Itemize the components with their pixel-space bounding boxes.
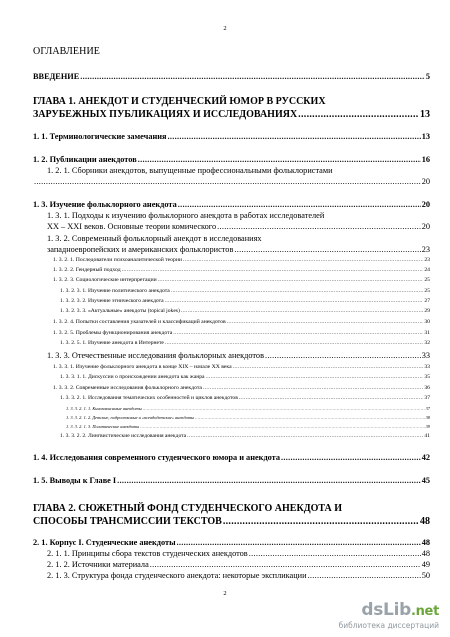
dslib-logo xyxy=(361,600,439,620)
table-of-contents xyxy=(33,0,430,590)
toc-entry-1-3-2-5-1[interactable]: 1. 3. 2. 5. 1. Изучение анекдота в Интернете ..... 32 xyxy=(60,340,430,347)
toc-entry-1-3-2[interactable]: 1. 3. 2. Современный фольклорный анекдот в исследованиях западноевропейских и американских фольклористов ..... 23 xyxy=(47,233,430,255)
toc-entry-1-3-2-5[interactable]: 1. 3. 2. 5. Проблемы функционирования анекдота ..... 31 xyxy=(53,330,430,337)
toc-entry-1-3-2-1[interactable]: 1. 3. 2. 1. Последователи психоаналитической теории ..... 23 xyxy=(53,257,430,264)
dslib-watermark xyxy=(338,600,445,633)
toc-entry-2-1[interactable]: 2. 1. Корпус I. Студенческие анекдоты ..... 48 xyxy=(33,537,430,548)
toc-entry-2-1-3[interactable]: 2. 1. 3. Структура фонда студенческого анекдота: некоторые экспликации ..... 50 xyxy=(47,570,430,581)
toc-entry-1-3-3-2-1-1[interactable]: 1. 3. 3. 2. 1. 1. Кинозависимые анекдоты ..... 37 xyxy=(66,406,430,411)
toc-entry-1-3-3-2-2[interactable]: 1. 3. 3. 2. 2. Лингвистические исследования анекдота ..... 41 xyxy=(60,433,430,440)
toc-entry-1-3-2-3-1[interactable]: 1. 3. 2. 3. 1. Изучение политического анекдота ..... 25 xyxy=(60,288,430,295)
toc-entry-1-3-3-2-1-3[interactable]: 1. 3. 3. 2. 1. 3. Политические анекдоты ..... 39 xyxy=(66,424,430,429)
toc-entry-1-3-3-1-1[interactable]: 1. 3. 3. 1. 1. Дискуссии о происхождении анекдота как жанра ..... 35 xyxy=(60,374,430,381)
toc-entry-chapter-1[interactable]: ГЛАВА 1. АНЕКДОТ И СТУДЕНЧЕСКИЙ ЮМОР В РУССКИХ ЗАРУБЕЖНЫХ ПУБЛИКАЦИЯХ И ИССЛЕДОВАНИЯХ ..... 13 xyxy=(33,96,430,121)
toc-entry-1-2[interactable]: 1. 2. Публикации анекдотов ..... 16 xyxy=(33,154,430,165)
toc-entry-1-3-2-3-3[interactable]: 1. 3. 2. 3. 3. «Актуальные» анекдоты (topical jokes) ..... 29 xyxy=(60,308,430,315)
toc-entry-1-3-2-3[interactable]: 1. 3. 2. 3. Социологические интерпретации ..... 25 xyxy=(53,277,430,284)
page-number-top: 2 xyxy=(223,25,227,32)
toc-entry-1-3[interactable]: 1. 3. Изучение фольклорного анекдота ..... 20 xyxy=(33,199,430,210)
toc-entry-1-3-3-2[interactable]: 1. 3. 3. 2. Современные исследования фольклорного анекдота ..... 36 xyxy=(53,385,430,392)
toc-entry-1-3-3-2-1-2[interactable]: 1. 3. 3. 2. 1. 2. Детские, подростковые и «псевдодетские» анекдоты ..... 38 xyxy=(66,415,430,420)
toc-entry-1-3-3-2-1[interactable]: 1. 3. 3. 2. 1. Исследования тематических особенностей и циклов анекдотов ..... 37 xyxy=(60,395,430,402)
toc-entry-1-3-2-2[interactable]: 1. 3. 2. 2. Гендерный подход ..... 24 xyxy=(53,267,430,274)
toc-entry-1-2-1[interactable]: 1. 2. 1. Сборники анекдотов, выпущенные профессиональными фольклористами ..... 20 xyxy=(47,165,430,187)
toc-heading: ОГЛАВЛЕНИЕ xyxy=(33,46,100,57)
toc-entry-1-3-3[interactable]: 1. 3. 3. Отечественные исследования фольклорных анекдотов ..... 33 xyxy=(47,350,430,361)
toc-entry-1-3-2-4[interactable]: 1. 3. 2. 4. Попытки составления указателей и классификаций анекдотов ..... 30 xyxy=(53,319,430,326)
toc-entry-chapter-2[interactable]: ГЛАВА 2. СЮЖЕТНЫЙ ФОНД СТУДЕНЧЕСКОГО АНЕКДОТА И СПОСОБЫ ТРАНСМИССИИ ТЕКСТОВ ..... 48 xyxy=(33,503,430,528)
watermark-subtitle: библиотека диссертаций xyxy=(338,621,439,630)
toc-entry-1-1[interactable]: 1. 1. Терминологические замечания ..... 13 xyxy=(33,131,430,142)
logo-tail: .net xyxy=(410,604,439,619)
page-number-bottom: 2 xyxy=(223,590,227,597)
toc-entry-1-4[interactable]: 1. 4. Исследования современного студенческого юмора и анекдота ..... 42 xyxy=(33,452,430,463)
toc-entry-2-1-2[interactable]: 2. 1. 2. Источники материала ..... 49 xyxy=(47,559,430,570)
toc-entry-introduction[interactable]: ВВЕДЕНИЕ ..... 5 xyxy=(33,71,430,82)
toc-entry-1-3-3-1[interactable]: 1. 3. 3. 1. Изучение фольклорного анекдота в конце XIX – начале XX века ..... 33 xyxy=(53,364,430,371)
toc-entry-2-1-1[interactable]: 2. 1. 1. Принципы сбора текстов студенческих анекдотов ..... 48 xyxy=(47,548,430,559)
logo-text: dsLib xyxy=(361,600,411,620)
toc-entry-1-3-1[interactable]: 1. 3. 1. Подходы к изучению фольклорного анекдота в работах исследователей XX – XXI веков. Основные теории комического ..... 20 xyxy=(47,210,430,232)
toc-entry-1-5[interactable]: 1. 5. Выводы к Главе I ..... 45 xyxy=(33,475,430,486)
toc-entry-1-3-2-3-2[interactable]: 1. 3. 2. 3. 2. Изучение этнического анекдота ..... 27 xyxy=(60,298,430,305)
